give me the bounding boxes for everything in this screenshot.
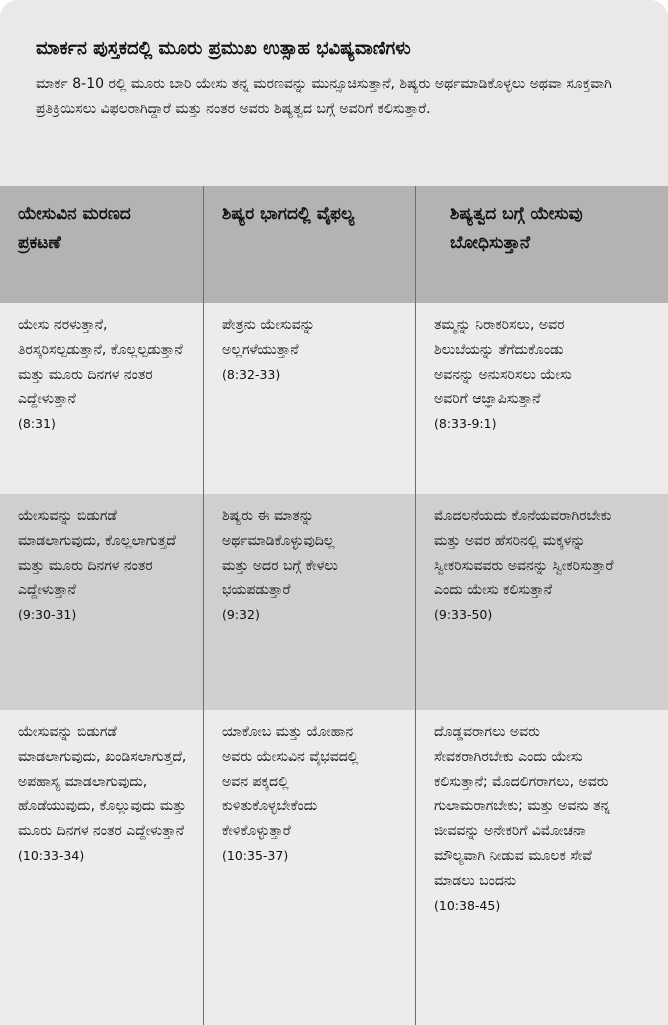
intro-paragraph: ಮಾರ್ಕ 8-10 ರಲ್ಲಿ ಮೂರು ಬಾರಿ ಯೇಸು ತನ್ನ ಮರಣವನ್ನು ಮುನ್ಸೂಚಿಸುತ್ತಾನೆ, ಶಿಷ್ಯರು ಅರ್ಥಮಾಡಿಕೊಳ್ಳಲು ಅಥವಾ ಸೂಕ್ತವಾಗಿ ಪ್ರತಿಕ್ರಿಯಿಸಲು ವಿಫಲರಾಗಿದ್ದಾರೆ ಮತ್ತು ನಂತರ ಅವರು ಶಿಷ್ಯತ್ವದ ಬಗ್ಗೆ ಅವರಿಗೆ ಕಲಿಸುತ್ತಾರೆ. [36,76,612,117]
cell-text: ದೊಡ್ಡವರಾಗಲು ಅವರು ಸೇವಕರಾಗಿರಬೇಕು ಎಂದು ಯೇಸು ಕಲಿಸುತ್ತಾನೆ; ಮೊದಲಿಗರಾಗಲು, ಅವರು ಗುಲಾಮರಾಗಬೇಕು; ಮತ್ತು ಅವನು ತನ್ನ ಜೀವವನ್ನು ಅನೇಕರಿಗೆ ವಿಮೋಚನಾ ಮೌಲ್ಯವಾಗಿ ನೀಡುವ ಮೂಲಕ ಸೇವೆ ಮಾಡಲು ಬಂದನು [434,724,611,889]
table-row [0,710,668,1025]
table-cell [0,303,203,437]
cell-text: ಯಾಕೋಬ ಮತ್ತು ಯೋಹಾನ ಅವರು ಯೇಸುವಿನ ವೈಭವದಲ್ಲಿ ಅವನ ಪಕ್ಕದಲ್ಲಿ ಕುಳಿತುಕೊಳ್ಳಬೇಕೆಂದು ಕೇಳಿಕೊಳ್ಳುತ್ತಾರೆ [222,724,359,840]
scripture-reference: (10:35-37) [222,847,289,863]
header-cell [204,186,415,229]
scripture-reference: (9:32) [222,607,260,623]
page-title: ಮಾರ್ಕನ ಪುಸ್ತಕದಲ್ಲಿ ಮೂರು ಪ್ರಮುಖ ಉತ್ಸಾಹ ಭವಿಷ್ಯವಾಣಿಗಳು [36,38,411,59]
table-row [0,303,668,494]
table-cell [204,494,415,628]
cell-text: ತಮ್ಮನ್ನು ನಿರಾಕರಿಸಲು, ಅವರ ಶಿಲುಬೆಯನ್ನು ತೆಗೆದುಕೊಂಡು ಅವನನ್ನು ಅನುಸರಿಸಲು ಯೇಸು ಅವರಿಗೆ ಆಜ್ಞಾಪಿಸುತ್ತಾನೆ [434,317,572,408]
header-cell [416,186,668,258]
cell-text: ಶಿಷ್ಯರು ಈ ಮಾತನ್ನು ಅರ್ಥಮಾಡಿಕೊಳ್ಳುವುದಿಲ್ಲ ಮತ್ತು ಅದರ ಬಗ್ಗೆ ಕೇಳಲು ಭಯಪಡುತ್ತಾರೆ [222,508,338,599]
header-jesus-teaches: ಶಿಷ್ಯತ್ವದ ಬಗ್ಗೆ ಯೇಸುವು ಬೋಧಿಸುತ್ತಾನೆ [450,204,583,253]
scripture-reference: (8:33-9:1) [434,416,497,432]
cell-text: ಪೇತ್ರನು ಯೇಸುವನ್ನು ಅಲ್ಲಗಳೆಯುತ್ತಾನೆ [222,317,315,358]
cell-text: ಯೇಸುವನ್ನು ಬಿಡುಗಡೆ ಮಾಡಲಾಗುವುದು, ಕೊಲ್ಲಲಾಗುತ್ತದೆ ಮತ್ತು ಮೂರು ದಿನಗಳ ನಂತರ ಎದ್ದೇಳುತ್ತಾನೆ [18,508,176,599]
cell-text: ಯೇಸು ನರಳುತ್ತಾನೆ, ತಿರಸ್ಕರಿಸಲ್ಪಡುತ್ತಾನೆ, ಕೊಲ್ಲಲ್ಪಡುತ್ತಾನೆ ಮತ್ತು ಮೂರು ದಿನಗಳ ನಂತರ ಎದ್ದೇಳುತ್ತಾನೆ [18,317,183,408]
table-cell [416,494,668,628]
card-header [0,0,668,186]
table-header-row [0,186,668,303]
column-divider [415,186,416,1025]
table-cell [0,494,203,628]
header-cell [0,186,203,258]
table-row [0,494,668,710]
table-cell [204,303,415,387]
table-cell [416,710,668,918]
scripture-reference: (8:32-33) [222,366,281,382]
scripture-reference: (10:38-45) [434,897,501,913]
scripture-reference: (8:31) [18,416,56,432]
cell-text: ಮೊದಲನೆಯದು ಕೊನೆಯವರಾಗಿರಬೇಕು ಮತ್ತು ಅವರ ಹೆಸರಿನಲ್ಲಿ ಮಕ್ಕಳನ್ನು ಸ್ವೀಕರಿಸುವವರು ಅವನನ್ನು ಸ್ವೀಕರಿಸುತ್ತಾರೆ ಎಂದು ಯೇಸು ಕಲಿಸುತ್ತಾನೆ [434,508,614,599]
header-death-announcement: ಯೇಸುವಿನ ಮರಣದ ಪ್ರಕಟಣೆ [18,204,131,253]
table-cell [0,710,203,869]
header-disciples-failure: ಶಿಷ್ಯರ ಭಾಗದಲ್ಲಿ ವೈಫಲ್ಯ [222,204,355,224]
column-divider [203,186,204,1025]
cell-text: ಯೇಸುವನ್ನು ಬಿಡುಗಡೆ ಮಾಡಲಾಗುವುದು, ಖಂಡಿಸಲಾಗುತ್ತದೆ, ಅಪಹಾಸ್ಯ ಮಾಡಲಾಗುವುದು, ಹೊಡೆಯುವುದು, ಕೊಲ್ಲುವುದು ಮತ್ತು ಮೂರು ದಿನಗಳ ನಂತರ ಎದ್ದೇಳುತ್ತಾನೆ [18,724,187,840]
prophecy-table [0,186,668,1025]
scripture-reference: (9:30-31) [18,607,77,623]
scripture-reference: (10:33-34) [18,847,85,863]
scripture-reference: (9:33-50) [434,607,493,623]
table-cell [204,710,415,869]
table-cell [416,303,668,437]
